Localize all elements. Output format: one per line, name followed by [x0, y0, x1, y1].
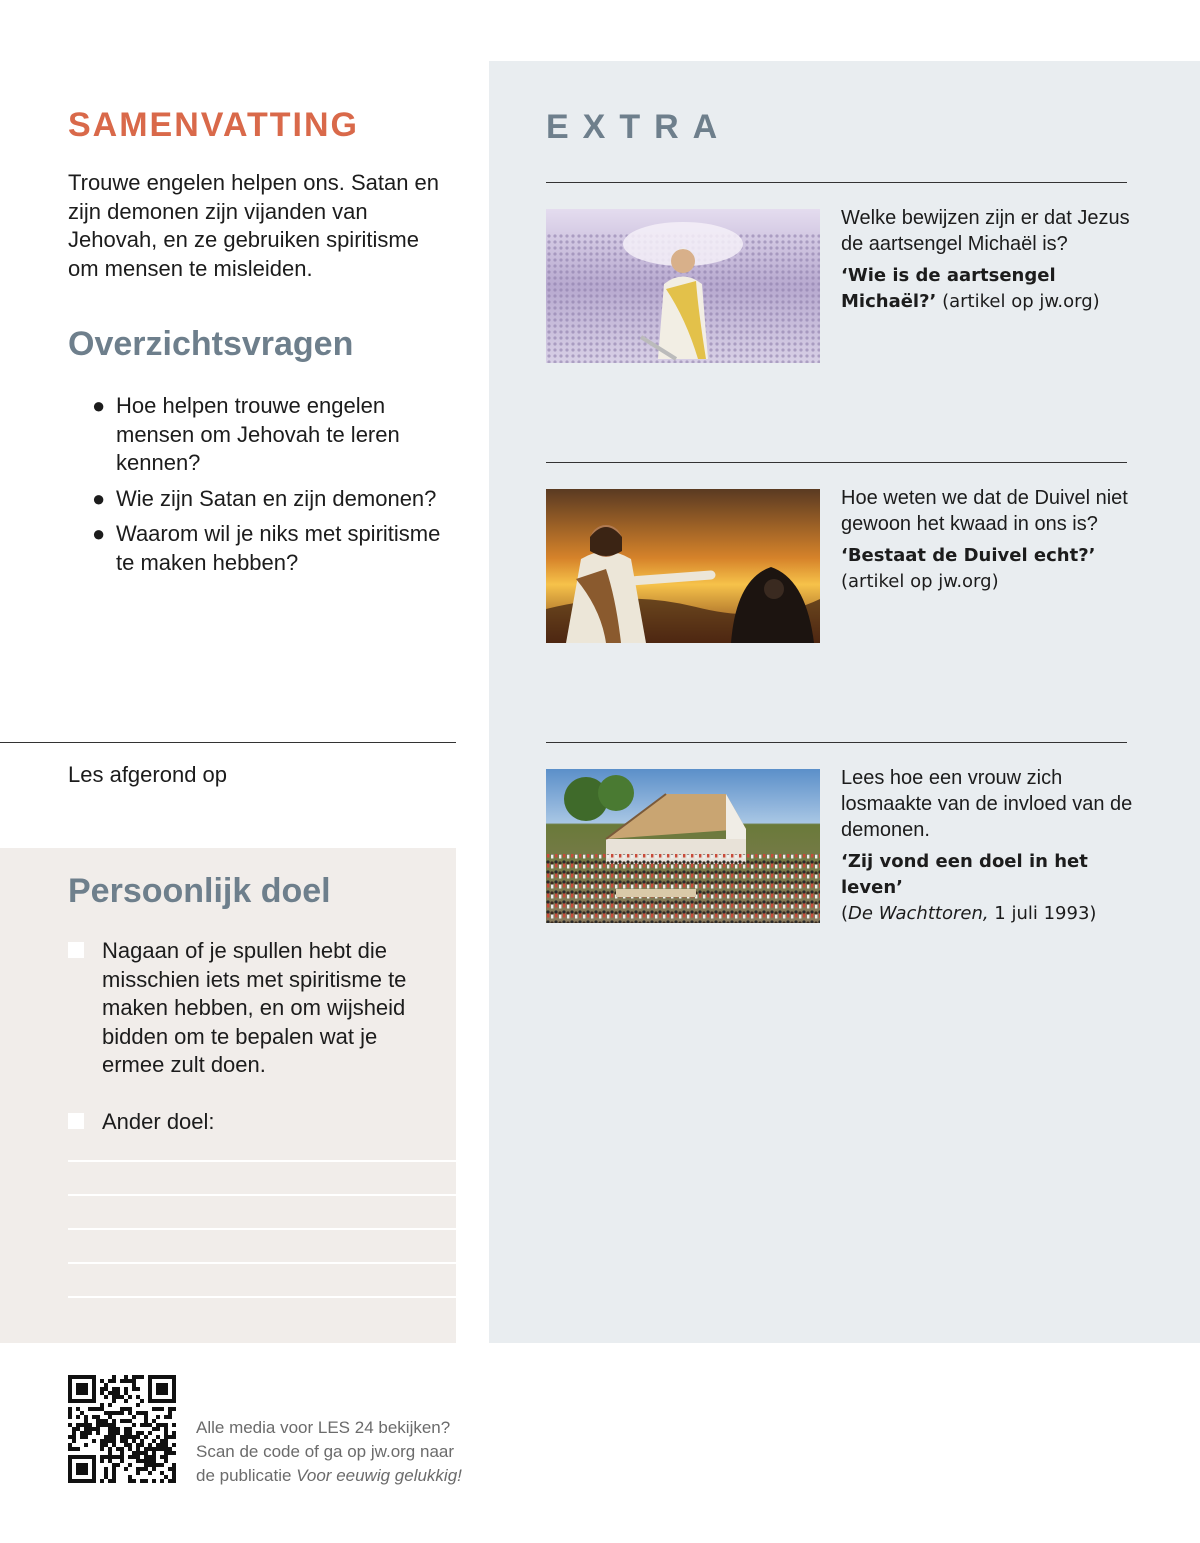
goal-title: Persoonlijk doel: [68, 872, 331, 910]
extra-reference[interactable]: [841, 263, 1136, 315]
bullet-icon: ●: [92, 485, 106, 511]
goal-item: [68, 1108, 438, 1137]
review-question: [92, 485, 462, 514]
footer-media-note: [196, 1416, 462, 1488]
jesus-devil-image: [546, 489, 820, 643]
extra-reference-title[interactable]: ‘Zij vond een doel in het leven’: [841, 851, 1088, 898]
goal-checkbox[interactable]: [68, 942, 84, 958]
review-question-list: [92, 392, 462, 584]
extra-reference-source: (artikel op jw.org): [841, 571, 999, 592]
extra-reference-date: 1 juli 1993): [988, 903, 1097, 924]
footer-line-prefix: de publicatie: [196, 1466, 297, 1485]
footer-line: Alle media voor LES 24 bekijken?: [196, 1418, 451, 1437]
bullet-icon: ●: [92, 521, 106, 546]
extra-reference[interactable]: [841, 849, 1136, 927]
goal-checkbox[interactable]: [68, 1113, 84, 1129]
extra-description: Welke bewijzen zijn er dat Jezus de aartsengel Michaël is?: [841, 207, 1130, 255]
extra-reference-publication: De Wachttoren,: [848, 903, 989, 924]
personal-goal-panel: [0, 848, 456, 1343]
review-question-text: Hoe helpen trouwe engelen mensen om Jehovah te leren kennen?: [116, 393, 400, 475]
summary-title: SAMENVATTING: [68, 106, 359, 144]
review-title: Overzichtsvragen: [68, 325, 354, 363]
extra-reference-title[interactable]: ‘Wie is de aartsengel Michaël?’: [841, 265, 1056, 312]
goal-item-text: Nagaan of je spullen hebt die misschien iets met spiritisme te maken hebben, en om wijsheid bidden om te bepalen wat je ermee zult doen.: [102, 938, 407, 1077]
goal-write-line[interactable]: [68, 1194, 456, 1196]
goal-write-line[interactable]: [68, 1296, 456, 1298]
completed-divider: [0, 742, 456, 743]
publication-title[interactable]: Voor eeuwig gelukkig!: [296, 1466, 462, 1485]
qr-code-icon[interactable]: [68, 1375, 176, 1483]
extra-description: Hoe weten we dat de Duivel niet gewoon het kwaad in ons is?: [841, 487, 1128, 535]
footer-line: [196, 1464, 462, 1488]
goal-item-text: Ander doel:: [102, 1109, 215, 1134]
archangel-michael-image: [546, 209, 820, 363]
summary-text: Trouwe engelen helpen ons. Satan en zijn demonen zijn vijanden van Jehovah, en ze gebruiken spiritisme om mensen te misleiden.: [68, 170, 440, 281]
goal-write-line[interactable]: [68, 1160, 456, 1162]
extra-item-text: [841, 485, 1136, 595]
review-question-text: Wie zijn Satan en zijn demonen?: [116, 485, 437, 511]
review-question: [92, 520, 462, 577]
lesson-completed-label[interactable]: Les afgerond op: [68, 762, 228, 787]
extra-item-text: [841, 765, 1136, 927]
extra-title: EXTRA: [546, 108, 732, 146]
extra-reference-source-prefix: (: [841, 903, 849, 924]
extra-panel: [489, 61, 1200, 1343]
extra-item-text: [841, 205, 1136, 315]
extra-reference-title[interactable]: ‘Bestaat de Duivel echt?’: [841, 545, 1096, 566]
footer-line: Scan de code of ga op jw.org naar: [196, 1442, 455, 1461]
review-question-text: Waarom wil je niks met spiritisme te maken hebben?: [116, 521, 441, 575]
extra-divider: [546, 742, 1127, 743]
extra-reference[interactable]: [841, 543, 1136, 595]
extra-reference-source: (artikel op jw.org): [936, 291, 1100, 312]
bullet-icon: ●: [92, 393, 106, 418]
goal-write-line[interactable]: [68, 1228, 456, 1230]
extra-description: Lees hoe een vrouw zich losmaakte van de invloed van de demonen.: [841, 767, 1133, 841]
extra-divider: [546, 462, 1127, 463]
goal-write-line[interactable]: [68, 1262, 456, 1264]
goal-item: [68, 937, 438, 1080]
review-question: [92, 392, 462, 478]
extra-divider: [546, 182, 1127, 183]
construction-crowd-image: [546, 769, 820, 923]
